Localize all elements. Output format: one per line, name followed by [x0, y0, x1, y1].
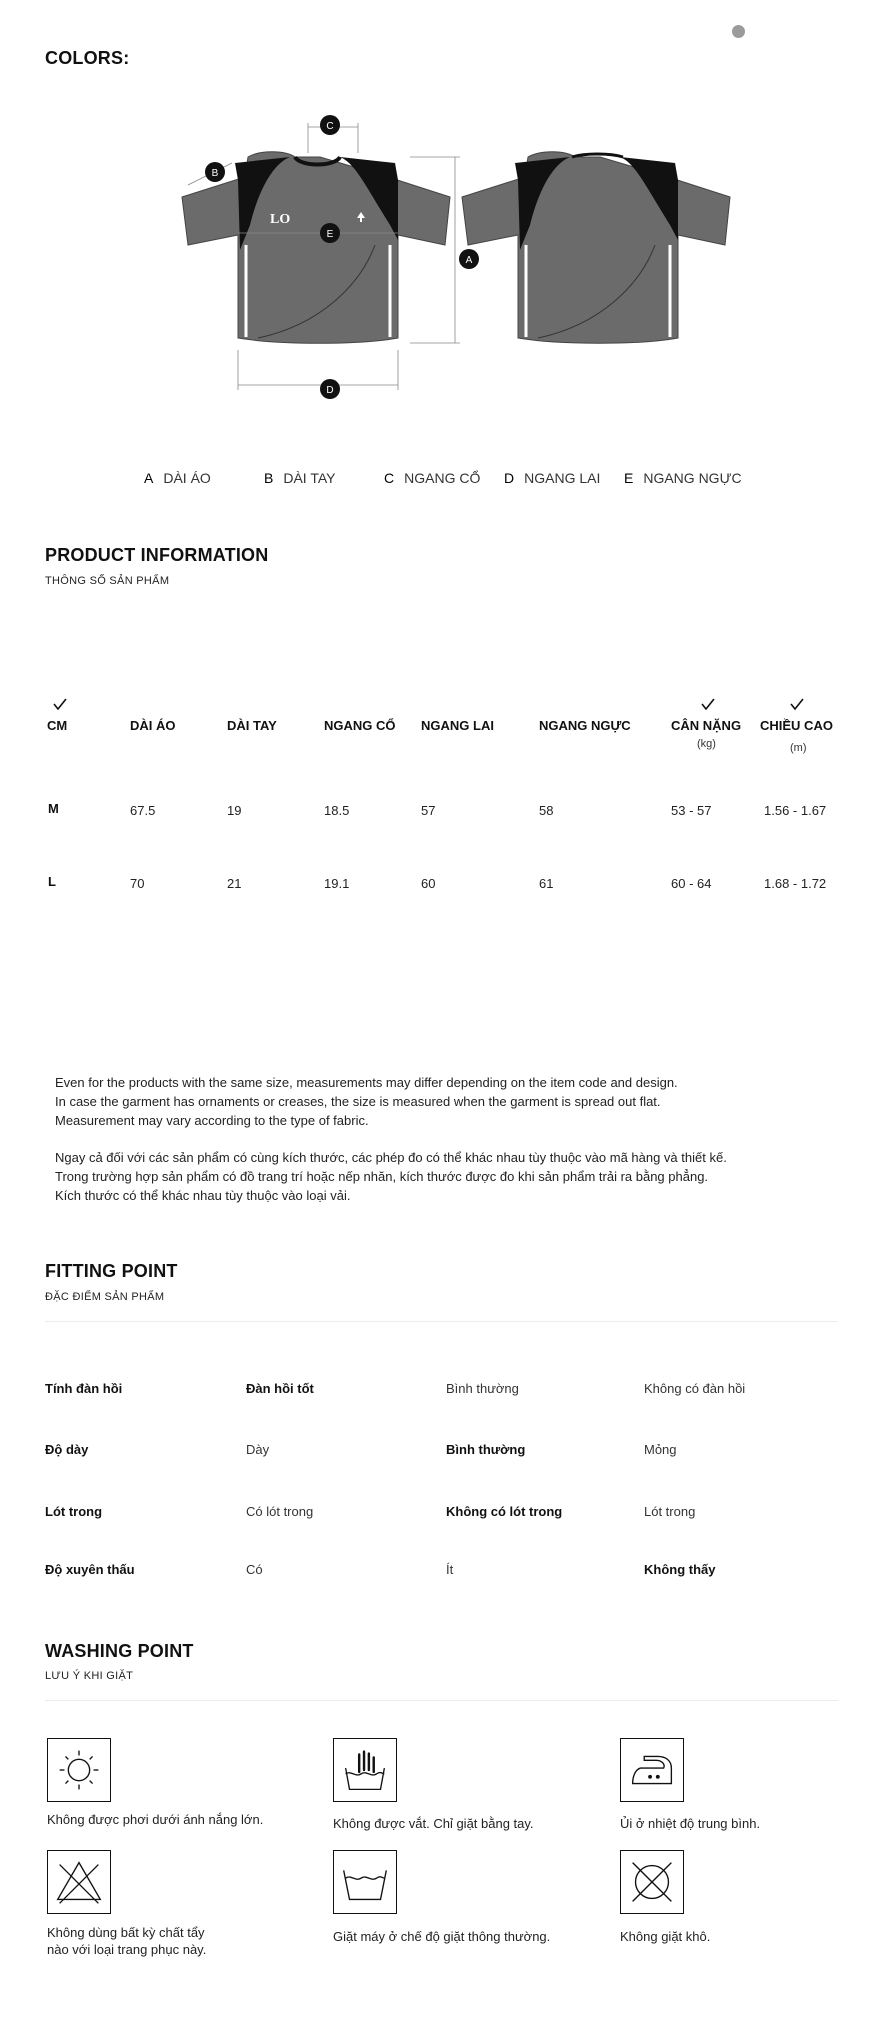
check-icon: [789, 697, 805, 711]
marker-d: [320, 379, 340, 399]
legend-item-e: E NGANG NGỰC: [624, 470, 742, 486]
marker-a: [459, 249, 479, 269]
washing-subtitle: LƯU Ý KHI GIẶT: [45, 1670, 134, 1682]
color-swatch-gray[interactable]: [732, 25, 745, 38]
table-cell: 60 - 64: [671, 876, 712, 891]
svg-text:A: A: [465, 255, 473, 266]
measurement-notes-vi: Ngay cả đối với các sản phẩm có cùng kích thước, các phép đo có thể khác nhau tùy thuộc vào mã hàng và thiết kế. Trong trường hợp sản phẩm có đồ trang trí hoặc nếp nhăn, kích thước được đo khi sản phẩm trải ra bằng phẳng. Kích thước có thể khác nhau tùy thuộc vào loại vải.: [55, 1150, 727, 1203]
table-header-length: DÀI ÁO: [130, 718, 176, 733]
table-header-height: CHIỀU CAO: [760, 718, 833, 733]
washing-title: WASHING POINT: [45, 1641, 194, 1661]
no-sun-dry-icon: [47, 1738, 111, 1802]
product-info-subtitle: THÔNG SỐ SẢN PHẨM: [45, 575, 170, 587]
table-unit-weight: (kg): [697, 738, 716, 750]
colors-title: COLORS:: [45, 48, 130, 68]
fitting-option-selected: Bình thường: [446, 1442, 526, 1457]
fitting-label: Tính đàn hồi: [45, 1381, 123, 1396]
no-bleach-icon: [47, 1850, 111, 1914]
garment-diagram: [160, 105, 740, 405]
svg-text:C: C: [326, 121, 334, 132]
hand-wash-icon: [333, 1738, 397, 1802]
divider: [45, 1321, 838, 1322]
legend-item-d: D NGANG LAI: [504, 470, 601, 486]
fitting-title: FITTING POINT: [45, 1261, 178, 1281]
svg-text:D: D: [326, 385, 334, 396]
marker-b: [205, 162, 225, 182]
table-header-chest: NGANG NGỰC: [539, 718, 631, 733]
table-cell: 1.56 - 1.67: [764, 803, 827, 818]
product-info-title: PRODUCT INFORMATION: [45, 545, 269, 565]
fitting-option-selected: Đàn hồi tốt: [246, 1381, 314, 1396]
machine-wash-icon: [333, 1850, 397, 1914]
wash-text: Không được vắt. Chỉ giặt bằng tay.: [333, 1816, 534, 1831]
table-header-hem: NGANG LAI: [421, 718, 494, 733]
table-cell: 18.5: [324, 803, 350, 818]
wash-text: Ủi ở nhiệt độ trung bình.: [620, 1816, 761, 1831]
table-cell: 19.1: [324, 876, 350, 891]
fitting-label: Độ xuyên thấu: [45, 1562, 135, 1577]
wash-text: Giặt máy ở chế độ giặt thông thường.: [333, 1929, 551, 1944]
wash-text: Không dùng bất kỳ chất tẩy nào với loại trang phục này.: [47, 1925, 207, 1957]
back-view: [462, 152, 730, 344]
fitting-option: Bình thường: [446, 1381, 519, 1396]
table-cell: 1.68 - 1.72: [764, 876, 827, 891]
table-unit-height: (m): [790, 742, 807, 754]
table-header-neck: NGANG CỔ: [324, 718, 396, 733]
divider: [45, 1700, 838, 1701]
table-cell: 53 - 57: [671, 803, 712, 818]
no-dry-clean-icon: [620, 1850, 684, 1914]
marker-c: [320, 115, 340, 135]
table-header-cm: CM: [47, 718, 68, 733]
fitting-option: Mỏng: [644, 1442, 677, 1457]
measurement-notes-en: Even for the products with the same size, measurements may differ depending on the item code and design. In case the garment has ornaments or creases, the size is measured when the garment is spread out flat. Measurement may vary according to the type of fabric.: [55, 1075, 678, 1128]
fitting-label: Lót trong: [45, 1504, 103, 1519]
table-row-size: L: [48, 874, 56, 889]
fitting-label: Độ dày: [45, 1442, 89, 1457]
table-header-sleeve: DÀI TAY: [227, 718, 277, 733]
wash-text: Không giặt khô.: [620, 1929, 711, 1944]
fitting-option: Có lót trong: [246, 1504, 314, 1519]
fitting-option: Ít: [446, 1562, 454, 1577]
table-cell: 21: [227, 876, 242, 891]
check-icon: [52, 697, 68, 711]
table-cell: 61: [539, 876, 554, 891]
wash-text: Không được phơi dưới ánh nắng lớn.: [47, 1812, 264, 1827]
svg-text:E: E: [326, 229, 334, 240]
front-view: [182, 152, 450, 344]
table-cell: 67.5: [130, 803, 156, 818]
table-row-size: M: [48, 801, 59, 816]
table-cell: 19: [227, 803, 242, 818]
marker-e: [320, 223, 340, 243]
table-header-weight: CÂN NẶNG: [671, 718, 742, 733]
fitting-subtitle: ĐẶC ĐIỂM SẢN PHẨM: [45, 1291, 165, 1303]
legend-item-c: C NGANG CỔ: [384, 470, 481, 486]
chest-logo-text: LO: [270, 212, 291, 227]
check-icon: [700, 697, 716, 711]
fitting-option-selected: Không có lót trong: [446, 1504, 563, 1519]
iron-medium-icon: [620, 1738, 684, 1802]
legend-item-b: B DÀI TAY: [264, 470, 336, 486]
legend-item-a: A DÀI ÁO: [144, 470, 211, 486]
fitting-option: Dày: [246, 1442, 270, 1457]
fitting-option: Có: [246, 1562, 263, 1577]
table-cell: 60: [421, 876, 436, 891]
table-cell: 70: [130, 876, 145, 891]
table-cell: 58: [539, 803, 554, 818]
fitting-option: Lót trong: [644, 1504, 696, 1519]
table-cell: 57: [421, 803, 436, 818]
svg-text:B: B: [211, 168, 219, 179]
fitting-option: Không có đàn hồi: [644, 1381, 746, 1396]
fitting-option-selected: Không thấy: [644, 1562, 716, 1577]
